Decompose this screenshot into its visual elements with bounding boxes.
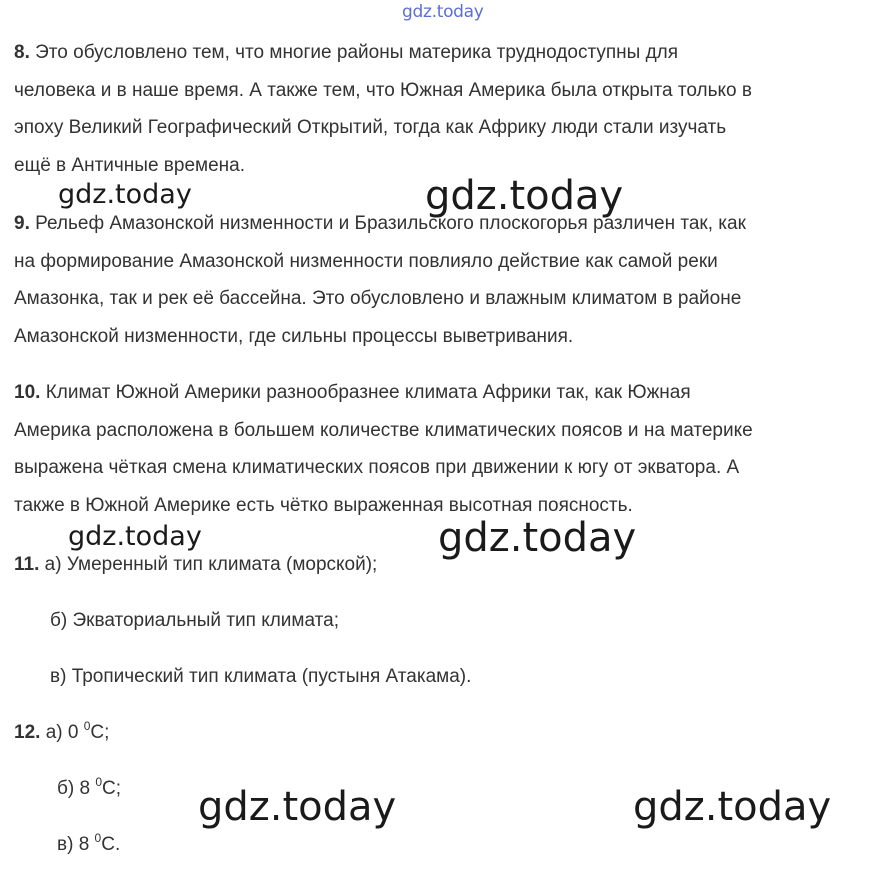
answer-10-line-2: Америка расположена в большем количестве климатических поясов и на материке bbox=[14, 419, 753, 441]
answer-12-number: 12. bbox=[14, 722, 41, 743]
answer-8-line-3: эпоху Великий Географический Открытий, тогда как Африку люди стали изучать bbox=[14, 117, 727, 138]
answer-11-number: 11. bbox=[14, 554, 40, 575]
answer-12-item-b: б) 8 $^0$С; bbox=[57, 775, 122, 799]
watermark-5: gdz.today bbox=[198, 784, 397, 830]
answer-10-line-3: выражена чёткая смена климатических поясов при движении к югу от экватора. А bbox=[14, 457, 740, 478]
answer-9-number: 9. bbox=[14, 213, 30, 234]
answer-9-line-1: 9. Рельеф Амазонской низменности и Бразильского плоскогорья различен так, как bbox=[14, 213, 746, 234]
answer-8-line-2: человека и в наше время. А также тем, что Южная Америка была открыта только в bbox=[14, 79, 752, 101]
answer-10 bbox=[14, 374, 876, 524]
watermark-6: gdz.today bbox=[633, 784, 832, 830]
answer-10-line-4: также в Южной Америке есть чётко выраженная высотная поясность. bbox=[14, 494, 633, 516]
watermark-1: gdz.today bbox=[58, 179, 192, 210]
watermark-4: gdz.today bbox=[438, 515, 637, 561]
answer-9-line-2: на формирование Амазонской низменности повлияло действие как самой реки bbox=[14, 250, 718, 272]
watermark-3: gdz.today bbox=[68, 521, 202, 552]
answer-12-item-a: 12. а) 0 $^0$С; bbox=[14, 719, 110, 743]
answer-10-line-1: 10. Климат Южной Америки разнообразнее климата Африки так, как Южная bbox=[14, 382, 691, 403]
answer-8-line-4: ещё в Античные времена. bbox=[14, 154, 245, 176]
answer-8 bbox=[14, 34, 876, 184]
answer-9-line-3: Амазонка, так и рек её бассейна. Это обусловлено и влажным климатом в районе bbox=[14, 288, 742, 309]
answer-9-line-4: Амазонской низменности, где сильны процессы выветривания. bbox=[14, 325, 574, 347]
answer-12-item-c: в) 8 $^0$С. bbox=[57, 831, 121, 855]
header-watermark: gdz.today bbox=[402, 2, 484, 22]
answer-11-item-b: б) Экваториальный тип климата; bbox=[50, 610, 339, 631]
answer-8-line-1: 8. Это обусловлено тем, что многие районы материка труднодоступны для bbox=[14, 42, 679, 63]
answer-11-item-a: 11. а) Умеренный тип климата (морской); bbox=[14, 554, 378, 575]
answer-9 bbox=[14, 205, 876, 355]
answer-10-number: 10. bbox=[14, 382, 41, 403]
answer-8-number: 8. bbox=[14, 42, 30, 63]
watermark-2: gdz.today bbox=[425, 173, 624, 219]
answer-11-item-c: в) Тропический тип климата (пустыня Атакама). bbox=[50, 666, 472, 687]
